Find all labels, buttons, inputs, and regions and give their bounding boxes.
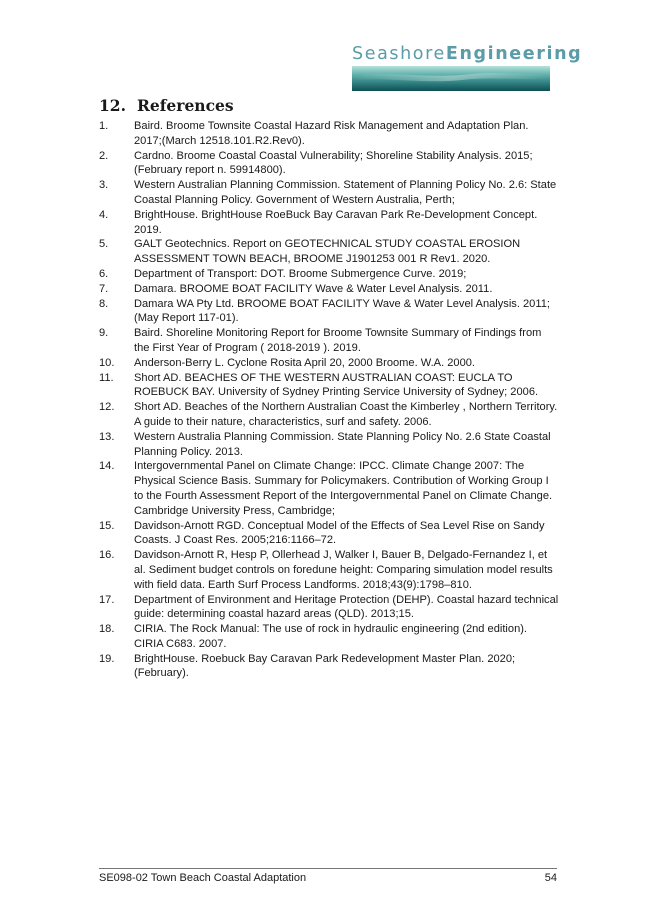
reference-item (99, 326, 559, 356)
reference-number: 3. (99, 179, 109, 192)
reference-number: 9. (99, 327, 109, 340)
reference-text: Baird. Broome Townsite Coastal Hazard Risk Management and Adaptation Plan. 2017;(March 12518.101.R2.Rev0). (134, 120, 529, 147)
reference-text: Anderson-Berry L. Cyclone Rosita April 20, 2000 Broome. W.A. 2000. (134, 356, 475, 369)
reference-item (99, 519, 559, 549)
logo-wordmark (352, 44, 583, 64)
reference-number: 5. (99, 238, 109, 251)
reference-text: CIRIA. The Rock Manual: The use of rock in hydraulic engineering (2nd edition). CIRIA C683. 2007. (134, 623, 528, 650)
reference-list (99, 119, 559, 681)
footer-page-number: 54 (544, 872, 557, 884)
logo-word-engineering: Engineering (445, 44, 583, 64)
reference-item (99, 119, 559, 149)
reference-item (99, 430, 559, 460)
reference-text: Cardno. Broome Coastal Coastal Vulnerability; Shoreline Stability Analysis. 2015;(February report n. 59914800). (134, 149, 533, 177)
reference-item (99, 400, 559, 430)
reference-text: Davidson-Arnott R, Hesp P, Ollerhead J, Walker I, Bauer B, Delgado-Fernandez I, et al. Sediment budget controls on foredune height: Comparing simulation model results with field data. Earth Surf Process Landforms. 2018;43(9):1798–810. (134, 549, 553, 591)
reference-item (99, 149, 559, 179)
reference-item (99, 356, 559, 371)
reference-text: BrightHouse. BrightHouse RoeBuck Bay Caravan Park Re-Development Concept. 2019. (134, 208, 538, 236)
reference-text: Department of Environment and Heritage Protection (DEHP). Coastal hazard technical guide: determining coastal hazard areas (QLD). 2013;15. (134, 593, 559, 621)
reference-number: 14. (99, 460, 115, 473)
reference-number: 6. (99, 267, 109, 280)
reference-number: 10. (99, 356, 115, 369)
reference-item (99, 593, 559, 623)
section-number: 12. (99, 96, 126, 115)
reference-text: Western Australia Planning Commission. State Planning Policy No. 2.6 State Coastal Planning Policy. 2013. (134, 430, 551, 458)
reference-item (99, 548, 559, 592)
reference-item (99, 237, 559, 267)
reference-number: 11. (99, 371, 114, 384)
reference-number: 7. (99, 282, 109, 295)
reference-item (99, 267, 559, 282)
reference-text: Intergovernmental Panel on Climate Change: IPCC. Climate Change 2007: The Physical Science Basis. Summary for Policymakers. Contribution of Working Group I to the Fourth Assessment Report of the Intergovernmental Panel on Climate Change. Cambridge University Press, Cambridge; (134, 460, 553, 517)
company-logo (352, 44, 583, 90)
reference-item (99, 371, 559, 401)
reference-number: 17. (99, 593, 115, 606)
reference-text: Damara. BROOME BOAT FACILITY Wave & Water Level Analysis. 2011. (134, 282, 493, 295)
reference-text: Damara WA Pty Ltd. BROOME BOAT FACILITY Wave & Water Level Analysis. 2011;(May Report 117-01). (134, 297, 550, 325)
reference-number: 19. (99, 652, 115, 665)
reference-number: 12. (99, 401, 115, 414)
reference-number: 13. (99, 430, 115, 443)
reference-number: 1. (99, 120, 109, 132)
section-title: References (137, 96, 234, 115)
reference-text: Baird. Shoreline Monitoring Report for Broome Townsite Summary of Findings from the First Year of Program ( 2018-2019 ). 2019. (134, 327, 542, 354)
reference-number: 2. (99, 149, 109, 162)
reference-text: Short AD. Beaches of the Northern Australian Coast the Kimberley , Northern Territory. A guide to their nature, characteristics, surf and safety. 2006. (134, 401, 558, 428)
reference-item (99, 297, 559, 327)
section-heading (99, 96, 234, 115)
reference-number: 4. (99, 208, 109, 221)
reference-text: Department of Transport: DOT. Broome Submergence Curve. 2019; (134, 267, 467, 280)
reference-item (99, 459, 559, 518)
reference-text: GALT Geotechnics. Report on GEOTECHNICAL STUDY COASTAL EROSION ASSESSMENT TOWN BEACH, BROOME J1901253 001 R Rev1. 2020. (134, 238, 521, 266)
reference-number: 15. (99, 519, 115, 532)
reference-number: 16. (99, 549, 115, 562)
reference-text: BrightHouse. Roebuck Bay Caravan Park Redevelopment Master Plan. 2020;(February). (134, 652, 516, 680)
reference-text: Western Australian Planning Commission. Statement of Planning Policy No. 2.6: State Coastal Planning Policy. Government of Western Australia, Perth; (134, 179, 557, 206)
reference-item (99, 178, 559, 208)
page-footer (99, 868, 557, 884)
reference-number: 18. (99, 623, 115, 636)
footer-document-title: SE098-02 Town Beach Coastal Adaptation (99, 872, 307, 884)
reference-item (99, 208, 559, 238)
logo-word-seashore: Seashore (352, 44, 446, 64)
reference-item (99, 652, 559, 682)
reference-text: Short AD. BEACHES OF THE WESTERN AUSTRALIAN COAST: EUCLA TO ROEBUCK BAY. University of Sydney Printing Service University of Sydney; 2006. (134, 371, 539, 399)
reference-text: Davidson-Arnott RGD. Conceptual Model of the Effects of Sea Level Rise on Sandy Coasts. J Coast Res. 2005;216:1166–72. (134, 519, 545, 547)
reference-item (99, 622, 559, 652)
reference-item (99, 282, 559, 297)
reference-number: 8. (99, 297, 109, 310)
logo-wave-graphic (352, 66, 550, 91)
